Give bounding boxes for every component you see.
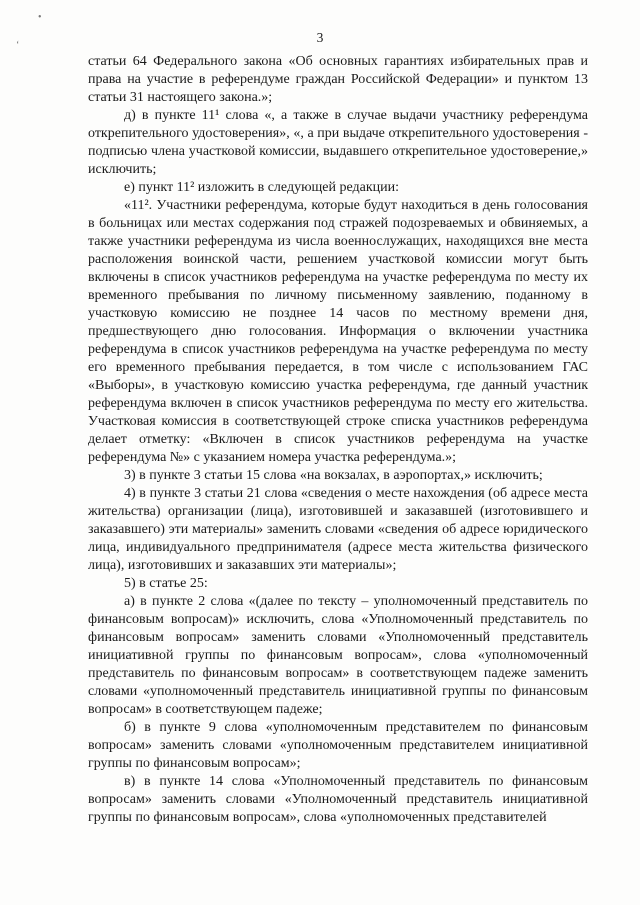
paragraph-subitem-b: б) в пункте 9 слова «уполномоченным представителем по финансовым вопросам» заменить словами «уполномоченным представителем инициативной группы по финансовым вопросам»; [88, 720, 588, 771]
scan-speck-dot: • [38, 12, 42, 23]
paragraph-new-wording-11-2: «11². Участники референдума, которые будут находиться в день голосования в больницах или местах содержания под стражей подозреваемых и обвиняемых, а также участники референдума из числа военнослужащих, находящихся вне места расположения воинской части, решением участковой комиссии могут быть включены в список участников референдума на участке референдума по месту их временного пребывания по личному письменному заявлению, поданному в участковую комиссию не позднее 14 часов по местному времени дня, предшествующего дню голосования. Информация о включении участника референдума в список участников референдума на участке референдума по месту его временного пребывания передается, в том числе с использованием ГАС «Выборы», в участковую комиссию участка референдума, где данный участник референдума включен в список участников референдума по месту его жительства. Участковая комиссия в соответствующей строке списка участников референдума делает отметку: «Включен в список участников референдума на участке референдума №» с указанием номера участка референдума.»; [88, 198, 588, 465]
paragraph-item-5: 5) в статье 25: [124, 576, 208, 591]
paragraph-item-3: 3) в пункте 3 статьи 15 слова «на вокзалах, в аэропортах,» исключить; [124, 468, 543, 483]
paragraph-item-e: е) пункт 11² изложить в следующей редакции: [124, 180, 400, 195]
document-body [88, 53, 588, 827]
paragraph-continuation: статьи 64 Федерального закона «Об основных гарантиях избирательных прав и права на участие в референдуме граждан Российской Федерации» и пунктом 13 статьи 31 настоящего закона.»; [88, 54, 588, 105]
scan-speck-mark: ʻ [16, 40, 20, 51]
paragraph-item-4: 4) в пункте 3 статьи 21 слова «сведения о месте нахождения (об адресе места жительства) организации (лица), изготовившей и заказавшей (изготовившего и заказавшего) эти материалы» заменить словами «сведения об адресе юридического лица, индивидуального предпринимателя (адресе места жительства физического лица), изготовивших и заказавших эти материалы»; [88, 486, 588, 573]
paragraph-item-d: д) в пункте 11¹ слова «, а также в случае выдачи участнику референдума открепительного удостоверения», «, а при выдаче открепительного удостоверения - подписью члена участковой комиссии, выдавшего открепительное удостоверение,» исключить; [88, 108, 588, 177]
paragraph-subitem-v: в) в пункте 14 слова «Уполномоченный представитель по финансовым вопросам» заменить словами «Уполномоченный представитель инициативной группы по финансовым вопросам», слова «уполномоченных представителей [88, 774, 588, 825]
page-number: 3 [316, 30, 324, 45]
paragraph-subitem-a: а) в пункте 2 слова «(далее по тексту – уполномоченный представитель по финансовым вопросам)» исключить, слова «Уполномоченный представитель по финансовым вопросам» заменить словами «Уполномоченный представитель инициативной группы по финансовым вопросам», слова «уполномоченный представитель по финансовым вопросам» в соответствующем падеже заменить словами «уполномоченный представитель инициативной группы по финансовым вопросам» в соответствующем падеже; [88, 594, 588, 717]
